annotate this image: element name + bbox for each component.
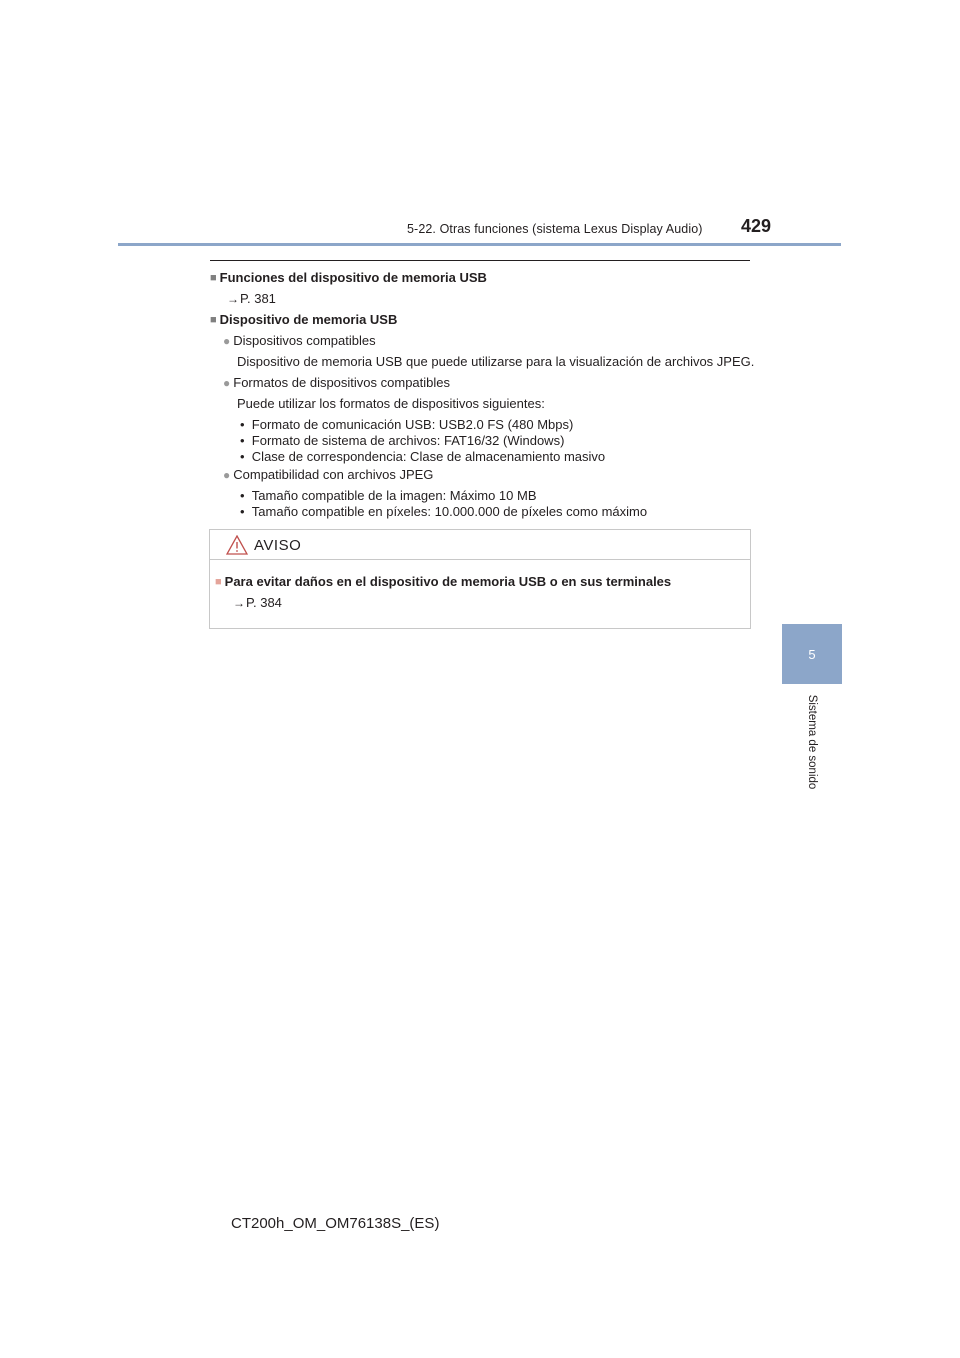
section-heading [210,312,397,329]
warning-box [209,529,751,629]
content-top-rule [210,260,750,261]
chapter-number: 5 [808,646,816,662]
section-header-title: 5-22. Otras funciones (sistema Lexus Display Audio) [407,222,703,236]
item-heading-text: Compatibilidad con archivos JPEG [233,467,434,482]
list-item [240,504,647,520]
dot-bullet-icon: • [240,433,245,448]
warning-page-reference [233,595,282,611]
square-bullet-icon: ■ [210,314,217,326]
list-item [240,433,564,449]
dot-bullet-icon: • [240,504,245,519]
document-code: CT200h_OM_OM76138S_(ES) [231,1215,440,1232]
item-heading-text: Dispositivos compatibles [233,333,376,348]
warning-page-reference-text: P. 384 [246,595,282,610]
list-item-text: Clase de correspondencia: Clase de almacenamiento masivo [251,449,606,464]
circle-bullet-icon: ● [223,334,231,348]
page-reference-text: P. 381 [240,291,276,306]
section-heading [210,270,487,287]
chapter-tab [782,624,842,684]
warning-triangle-icon [226,535,248,555]
list-item [240,449,605,465]
list-item-text: Tamaño compatible de la imagen: Máximo 10 MB [251,488,537,503]
chapter-label: Sistema de sonido [806,694,818,790]
list-item-text: Formato de sistema de archivos: FAT16/32 (Windows) [251,433,565,448]
item-heading-text: Formatos de dispositivos compatibles [233,375,451,390]
warning-title: AVISO [254,537,302,554]
warning-item-text: Para evitar daños en el dispositivo de memoria USB o en sus terminales [224,574,672,589]
dot-bullet-icon: • [240,488,245,503]
item-heading [223,375,450,391]
arrow-right-icon: → [233,596,245,610]
list-item [240,417,573,433]
item-heading [223,467,433,483]
warning-header [210,530,750,560]
square-bullet-icon: ■ [215,576,222,588]
square-bullet-icon: ■ [210,272,217,284]
circle-bullet-icon: ● [223,376,231,390]
item-text: Puede utilizar los formatos de dispositivos siguientes: [237,396,545,411]
page-reference [227,291,276,307]
item-text: Dispositivo de memoria USB que puede utilizarse para la visualización de archivos JPEG. [237,354,755,369]
page-number: 429 [741,216,772,236]
list-item [240,488,537,504]
header-rule [118,243,841,246]
circle-bullet-icon: ● [223,468,231,482]
item-heading [223,333,376,349]
arrow-right-icon: → [227,292,239,306]
section-heading-text: Dispositivo de memoria USB [219,312,398,327]
list-item-text: Formato de comunicación USB: USB2.0 FS (480 Mbps) [251,417,574,432]
dot-bullet-icon: • [240,449,245,464]
section-heading-text: Funciones del dispositivo de memoria USB [219,270,487,285]
dot-bullet-icon: • [240,417,245,432]
list-item-text: Tamaño compatible en píxeles: 10.000.000 de píxeles como máximo [251,504,648,519]
warning-item-heading [215,574,671,591]
